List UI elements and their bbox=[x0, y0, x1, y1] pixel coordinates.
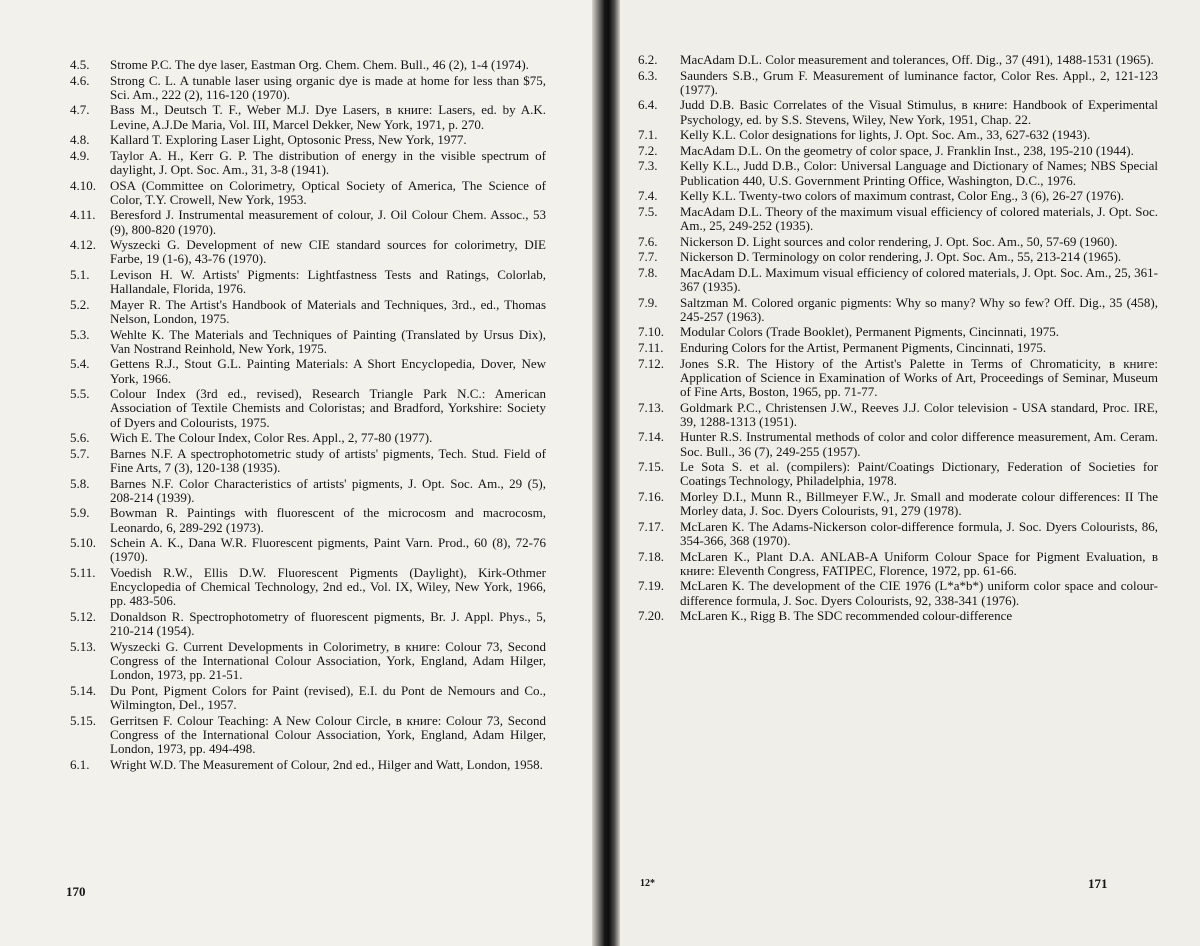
reference-text: Strong C. L. A tunable laser using organic dye is made at home for less than $75, Sci. Am., 222 (2), 116-120 (1970). bbox=[110, 74, 546, 102]
reference-entry bbox=[70, 506, 546, 534]
reference-text: MacAdam D.L. Color measurement and tolerances, Off. Dig., 37 (491), 1488-1531 (1965). bbox=[680, 53, 1158, 67]
reference-number: 7.18. bbox=[638, 550, 680, 578]
reference-number: 6.1. bbox=[70, 758, 110, 772]
reference-list-right bbox=[638, 53, 1158, 625]
reference-number: 5.2. bbox=[70, 298, 110, 326]
reference-entry bbox=[70, 357, 546, 385]
reference-number: 7.7. bbox=[638, 250, 680, 264]
reference-entry bbox=[638, 520, 1158, 548]
reference-number: 5.12. bbox=[70, 610, 110, 638]
reference-entry bbox=[638, 401, 1158, 429]
reference-entry bbox=[70, 179, 546, 207]
reference-text: Levison H. W. Artists' Pigments: Lightfastness Tests and Ratings, Colorlab, Hallandale, Florida, 1976. bbox=[110, 268, 546, 296]
reference-text: Enduring Colors for the Artist, Permanent Pigments, Cincinnati, 1975. bbox=[680, 341, 1158, 355]
reference-entry bbox=[70, 758, 546, 772]
reference-text: Gettens R.J., Stout G.L. Painting Materials: A Short Encyclopedia, Dover, New York, 1966. bbox=[110, 357, 546, 385]
reference-text: Taylor A. H., Kerr G. P. The distribution of energy in the visible spectrum of daylight, J. Opt. Soc. Am., 31, 3-8 (1941). bbox=[110, 149, 546, 177]
reference-text: Wich E. The Colour Index, Color Res. Appl., 2, 77-80 (1977). bbox=[110, 431, 546, 445]
reference-text: Schein A. K., Dana W.R. Fluorescent pigments, Paint Varn. Prod., 60 (8), 72-76 (1970). bbox=[110, 536, 546, 564]
reference-entry bbox=[70, 149, 546, 177]
reference-entry bbox=[638, 189, 1158, 203]
reference-entry bbox=[70, 58, 546, 72]
signature-mark: 12* bbox=[640, 878, 655, 889]
reference-list-left bbox=[70, 58, 546, 773]
reference-text: McLaren K., Plant D.A. ANLAB-A Uniform Colour Space for Pigment Evaluation, в книге: Eleventh Congress, FATIPEC, Florence, 1972, pp. 61-66. bbox=[680, 550, 1158, 578]
reference-text: Jones S.R. The History of the Artist's Palette in Terms of Chromaticity, в книге: Application of Science in Examination of Works of Art, Proceedings of Seminar, Museum of Fine Arts, Boston, 1965, pp. 71-77. bbox=[680, 357, 1158, 400]
reference-text: Colour Index (3rd ed., revised), Research Triangle Park N.C.: American Association of Textile Chemists and Coloristas; and Bradford, Yorkshire: Society of Dyers and Colourists, 1975. bbox=[110, 387, 546, 430]
reference-entry bbox=[70, 328, 546, 356]
reference-number: 4.11. bbox=[70, 208, 110, 236]
reference-entry bbox=[638, 98, 1158, 126]
reference-text: Wyszecki G. Current Developments in Colorimetry, в книге: Colour 73, Second Congress of the International Colour Association, York, England, Adam Hilger, London, 1973, pp. 21-51. bbox=[110, 640, 546, 683]
reference-text: Kelly K.L., Judd D.B., Color: Universal Language and Dictionary of Names; NBS Special Publication 440, U.S. Government Printing Office, Washington, D.C., 1976. bbox=[680, 159, 1158, 187]
reference-number: 6.2. bbox=[638, 53, 680, 67]
reference-entry bbox=[638, 53, 1158, 67]
page-number-left: 170 bbox=[66, 884, 86, 900]
reference-text: Le Sota S. et al. (compilers): Paint/Coatings Dictionary, Federation of Societies for Coatings Technology, Philadelphia, 1978. bbox=[680, 460, 1158, 488]
reference-number: 7.2. bbox=[638, 144, 680, 158]
reference-number: 5.7. bbox=[70, 447, 110, 475]
reference-entry bbox=[638, 460, 1158, 488]
reference-text: Morley D.I., Munn R., Billmeyer F.W., Jr. Small and moderate colour differences: II The Morley data, J. Soc. Dyers Colourists, 91, 279 (1978). bbox=[680, 490, 1158, 518]
reference-entry bbox=[70, 684, 546, 712]
reference-entry bbox=[638, 357, 1158, 400]
reference-text: Voedish R.W., Ellis D.W. Fluorescent Pigments (Daylight), Kirk-Othmer Encyclopedia of Chemical Technology, 2nd ed., Vol. IX, Wiley, New York, 1966, pp. 483-506. bbox=[110, 566, 546, 609]
reference-text: Saltzman M. Colored organic pigments: Why so many? Why so few? Off. Dig., 35 (458), 245-257 (1963). bbox=[680, 296, 1158, 324]
reference-text: Barnes N.F. A spectrophotometric study of artists' pigments, Tech. Stud. Field of Fine Arts, 7 (3), 120-138 (1935). bbox=[110, 447, 546, 475]
reference-entry bbox=[638, 144, 1158, 158]
page-number-right: 171 bbox=[1088, 876, 1108, 892]
reference-text: Goldmark P.C., Christensen J.W., Reeves J.J. Color television - USA standard, Proc. IRE, 39, 1288-1313 (1951). bbox=[680, 401, 1158, 429]
reference-entry bbox=[70, 610, 546, 638]
reference-text: Strome P.C. The dye laser, Eastman Org. Chem. Chem. Bull., 46 (2), 1-4 (1974). bbox=[110, 58, 546, 72]
reference-entry bbox=[70, 74, 546, 102]
reference-entry bbox=[638, 266, 1158, 294]
reference-number: 5.14. bbox=[70, 684, 110, 712]
reference-text: McLaren K. The Adams-Nickerson color-difference formula, J. Soc. Dyers Colourists, 86, 354-366, 368 (1970). bbox=[680, 520, 1158, 548]
reference-number: 6.3. bbox=[638, 69, 680, 97]
reference-text: MacAdam D.L. On the geometry of color space, J. Franklin Inst., 238, 195-210 (1944). bbox=[680, 144, 1158, 158]
reference-entry bbox=[638, 250, 1158, 264]
reference-number: 7.9. bbox=[638, 296, 680, 324]
reference-entry bbox=[70, 133, 546, 147]
reference-entry bbox=[638, 341, 1158, 355]
reference-number: 4.10. bbox=[70, 179, 110, 207]
reference-entry bbox=[638, 205, 1158, 233]
reference-number: 7.4. bbox=[638, 189, 680, 203]
reference-text: Nickerson D. Terminology on color rendering, J. Opt. Soc. Am., 55, 213-214 (1965). bbox=[680, 250, 1158, 264]
book-gutter bbox=[592, 0, 620, 946]
reference-entry bbox=[638, 325, 1158, 339]
reference-text: McLaren K., Rigg B. The SDC recommended colour-difference bbox=[680, 609, 1158, 623]
reference-text: Bass M., Deutsch T. F., Weber M.J. Dye Lasers, в книге: Lasers, ed. by A.K. Levine, A.J.De Maria, Vol. III, Marcel Dekker, New York, 1971, p. 270. bbox=[110, 103, 546, 131]
reference-number: 4.7. bbox=[70, 103, 110, 131]
reference-text: Donaldson R. Spectrophotometry of fluorescent pigments, Br. J. Appl. Phys., 5, 210-214 (1954). bbox=[110, 610, 546, 638]
reference-number: 4.5. bbox=[70, 58, 110, 72]
reference-number: 4.12. bbox=[70, 238, 110, 266]
reference-number: 4.6. bbox=[70, 74, 110, 102]
reference-text: MacAdam D.L. Theory of the maximum visual efficiency of colored materials, J. Opt. Soc. Am., 25, 249-252 (1935). bbox=[680, 205, 1158, 233]
reference-entry bbox=[70, 298, 546, 326]
reference-number: 7.15. bbox=[638, 460, 680, 488]
reference-entry bbox=[70, 640, 546, 683]
reference-text: Beresford J. Instrumental measurement of colour, J. Oil Colour Chem. Assoc., 53 (9), 800-820 (1970). bbox=[110, 208, 546, 236]
reference-entry bbox=[70, 447, 546, 475]
reference-text: Judd D.B. Basic Correlates of the Visual Stimulus, в книге: Handbook of Experimental Psychology, ed. by S.S. Stevens, Wiley, New York, 1951, Chap. 22. bbox=[680, 98, 1158, 126]
reference-entry bbox=[70, 477, 546, 505]
reference-number: 5.4. bbox=[70, 357, 110, 385]
reference-number: 7.19. bbox=[638, 579, 680, 607]
reference-number: 6.4. bbox=[638, 98, 680, 126]
reference-entry bbox=[70, 566, 546, 609]
reference-text: Saunders S.B., Grum F. Measurement of luminance factor, Color Res. Appl., 2, 121-123 (1977). bbox=[680, 69, 1158, 97]
right-page bbox=[620, 0, 1200, 946]
reference-text: Nickerson D. Light sources and color rendering, J. Opt. Soc. Am., 50, 57-69 (1960). bbox=[680, 235, 1158, 249]
reference-entry bbox=[70, 714, 546, 757]
reference-entry bbox=[70, 208, 546, 236]
reference-number: 5.9. bbox=[70, 506, 110, 534]
reference-number: 7.1. bbox=[638, 128, 680, 142]
reference-number: 5.3. bbox=[70, 328, 110, 356]
reference-entry bbox=[638, 609, 1158, 623]
reference-number: 5.10. bbox=[70, 536, 110, 564]
reference-number: 4.8. bbox=[70, 133, 110, 147]
reference-number: 4.9. bbox=[70, 149, 110, 177]
reference-entry bbox=[638, 296, 1158, 324]
reference-number: 5.1. bbox=[70, 268, 110, 296]
reference-entry bbox=[70, 536, 546, 564]
reference-text: Kelly K.L. Twenty-two colors of maximum contrast, Color Eng., 3 (6), 26-27 (1976). bbox=[680, 189, 1158, 203]
reference-number: 7.17. bbox=[638, 520, 680, 548]
reference-number: 7.3. bbox=[638, 159, 680, 187]
reference-text: Gerritsen F. Colour Teaching: A New Colour Circle, в книге: Colour 73, Second Congress of the International Colour Association, York, England, Adam Hilger, London, 1973, pp. 494-498. bbox=[110, 714, 546, 757]
reference-text: Du Pont, Pigment Colors for Paint (revised), E.I. du Pont de Nemours and Co., Wilmington, Del., 1957. bbox=[110, 684, 546, 712]
reference-entry bbox=[70, 387, 546, 430]
reference-text: OSA (Committee on Colorimetry, Optical Society of America, The Science of Color, T.Y. Crowell, New York, 1953. bbox=[110, 179, 546, 207]
reference-number: 7.6. bbox=[638, 235, 680, 249]
reference-number: 7.20. bbox=[638, 609, 680, 623]
reference-entry bbox=[638, 69, 1158, 97]
reference-number: 7.11. bbox=[638, 341, 680, 355]
reference-text: Modular Colors (Trade Booklet), Permanent Pigments, Cincinnati, 1975. bbox=[680, 325, 1158, 339]
reference-text: Mayer R. The Artist's Handbook of Materials and Techniques, 3rd., ed., Thomas Nelson, London, 1975. bbox=[110, 298, 546, 326]
reference-number: 7.10. bbox=[638, 325, 680, 339]
reference-entry bbox=[70, 268, 546, 296]
reference-number: 5.15. bbox=[70, 714, 110, 757]
reference-text: Wehlte K. The Materials and Techniques of Painting (Translated by Ursus Dix), Van Nostrand Reinhold, New York, 1975. bbox=[110, 328, 546, 356]
reference-number: 5.6. bbox=[70, 431, 110, 445]
reference-entry bbox=[70, 103, 546, 131]
reference-entry bbox=[638, 430, 1158, 458]
reference-number: 7.13. bbox=[638, 401, 680, 429]
reference-text: MacAdam D.L. Maximum visual efficiency of colored materials, J. Opt. Soc. Am., 25, 361-367 (1935). bbox=[680, 266, 1158, 294]
reference-text: Barnes N.F. Color Characteristics of artists' pigments, J. Opt. Soc. Am., 29 (5), 208-214 (1939). bbox=[110, 477, 546, 505]
reference-entry bbox=[638, 490, 1158, 518]
reference-entry bbox=[70, 238, 546, 266]
reference-number: 5.11. bbox=[70, 566, 110, 609]
reference-number: 7.5. bbox=[638, 205, 680, 233]
reference-entry bbox=[638, 159, 1158, 187]
reference-number: 5.13. bbox=[70, 640, 110, 683]
reference-entry bbox=[638, 128, 1158, 142]
reference-text: Wright W.D. The Measurement of Colour, 2nd ed., Hilger and Watt, London, 1958. bbox=[110, 758, 546, 772]
reference-text: Hunter R.S. Instrumental methods of color and color difference measurement, Am. Ceram. Soc. Bull., 36 (7), 249-255 (1957). bbox=[680, 430, 1158, 458]
reference-entry bbox=[638, 550, 1158, 578]
reference-text: Wyszecki G. Development of new CIE standard sources for colorimetry, DIE Farbe, 19 (1-6), 43-76 (1970). bbox=[110, 238, 546, 266]
reference-entry bbox=[638, 235, 1158, 249]
reference-text: Bowman R. Paintings with fluorescent of the microcosm and macrocosm, Leonardo, 6, 289-292 (1973). bbox=[110, 506, 546, 534]
reference-text: Kelly K.L. Color designations for lights, J. Opt. Soc. Am., 33, 627-632 (1943). bbox=[680, 128, 1158, 142]
reference-number: 5.5. bbox=[70, 387, 110, 430]
reference-number: 5.8. bbox=[70, 477, 110, 505]
reference-number: 7.12. bbox=[638, 357, 680, 400]
reference-number: 7.16. bbox=[638, 490, 680, 518]
reference-text: McLaren K. The development of the CIE 1976 (L*a*b*) uniform color space and colour-difference formula, J. Soc. Dyers Colourists, 92, 338-341 (1976). bbox=[680, 579, 1158, 607]
reference-text: Kallard T. Exploring Laser Light, Optosonic Press, New York, 1977. bbox=[110, 133, 546, 147]
reference-entry bbox=[70, 431, 546, 445]
reference-entry bbox=[638, 579, 1158, 607]
reference-number: 7.8. bbox=[638, 266, 680, 294]
reference-number: 7.14. bbox=[638, 430, 680, 458]
left-page bbox=[0, 0, 592, 946]
